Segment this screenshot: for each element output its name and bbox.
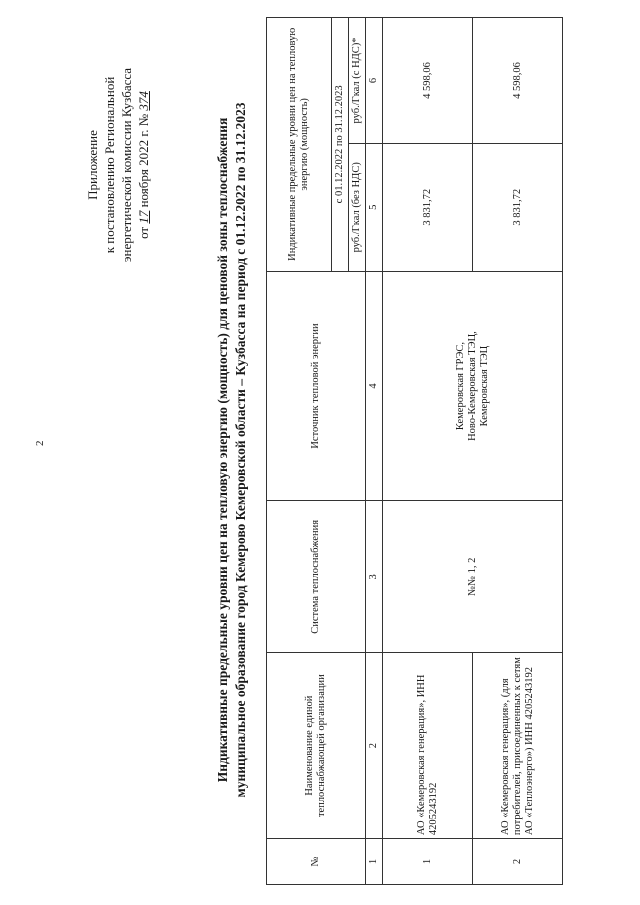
header-price-no-vat: руб./Гкал (без НДС)	[349, 143, 366, 271]
header-price-levels: Индикативные предельные уровни цен на тепловую энергию (мощность)	[267, 18, 332, 272]
heat-source: Кемеровская ГРЭС, Ново-Кемеровская ТЭЦ, Кемеровская ТЭЦ	[383, 271, 563, 501]
organization-name: АО «Кемеровская генерация», (для потребителей, присоединенных к сетям АО «Теплоэнерго») ИНН 4205243192	[473, 653, 563, 839]
table-row: 1 АО «Кемеровская генерация», ИНН 4205243192 №№ 1, 2 Кемеровская ГРЭС, Ново-Кемеровская ТЭЦ, Кемеровская ТЭЦ 3 831,72 4 598,06	[383, 18, 473, 885]
header-number: №	[267, 839, 366, 885]
appendix-reference: к постановлению Региональной	[102, 76, 117, 254]
appendix-label: Приложение	[85, 130, 100, 200]
document-title: Индикативные предельные уровни цен на тепловую энергию (мощность) для ценовой зоны теплоснабжения муниципальное образование город Кемерово Кемеровской области – Кузбасса на период с 01.12.2022 по 31.12.2023	[215, 102, 248, 798]
heat-system: №№ 1, 2	[383, 501, 563, 653]
handwritten-day: 17	[136, 210, 151, 224]
appendix-date: от 17 ноября 2022 г. № 374	[136, 91, 151, 239]
price-no-vat: 3 831,72	[383, 143, 473, 271]
price-no-vat: 3 831,72	[473, 143, 563, 271]
header-price-vat: руб./Гкал (с НДС)*	[349, 18, 366, 144]
header-organization: Наименование единой теплоснабжающей организации	[267, 653, 366, 839]
price-vat: 4 598,06	[473, 18, 563, 144]
appendix-authority: энергетической комиссии Кузбасса	[119, 67, 134, 263]
column-numbers-row: 1 2 3 4 5 6	[366, 18, 383, 885]
header-period: с 01.12.2022 по 31.12.2023	[332, 18, 349, 272]
page-number: 2	[34, 440, 46, 446]
header-source: Источник тепловой энергии	[267, 271, 366, 501]
handwritten-number: 374	[136, 91, 151, 111]
organization-name: АО «Кемеровская генерация», ИНН 4205243192	[383, 653, 473, 839]
header-row	[267, 18, 332, 885]
table-row: 2 АО «Кемеровская генерация», (для потребителей, присоединенных к сетям АО «Теплоэнерго») ИНН 4205243192 3 831,72 4 598,06	[473, 18, 563, 885]
header-system: Система теплоснабжения	[267, 501, 366, 653]
price-table	[266, 17, 563, 885]
price-vat: 4 598,06	[383, 18, 473, 144]
appendix-block	[84, 5, 152, 325]
